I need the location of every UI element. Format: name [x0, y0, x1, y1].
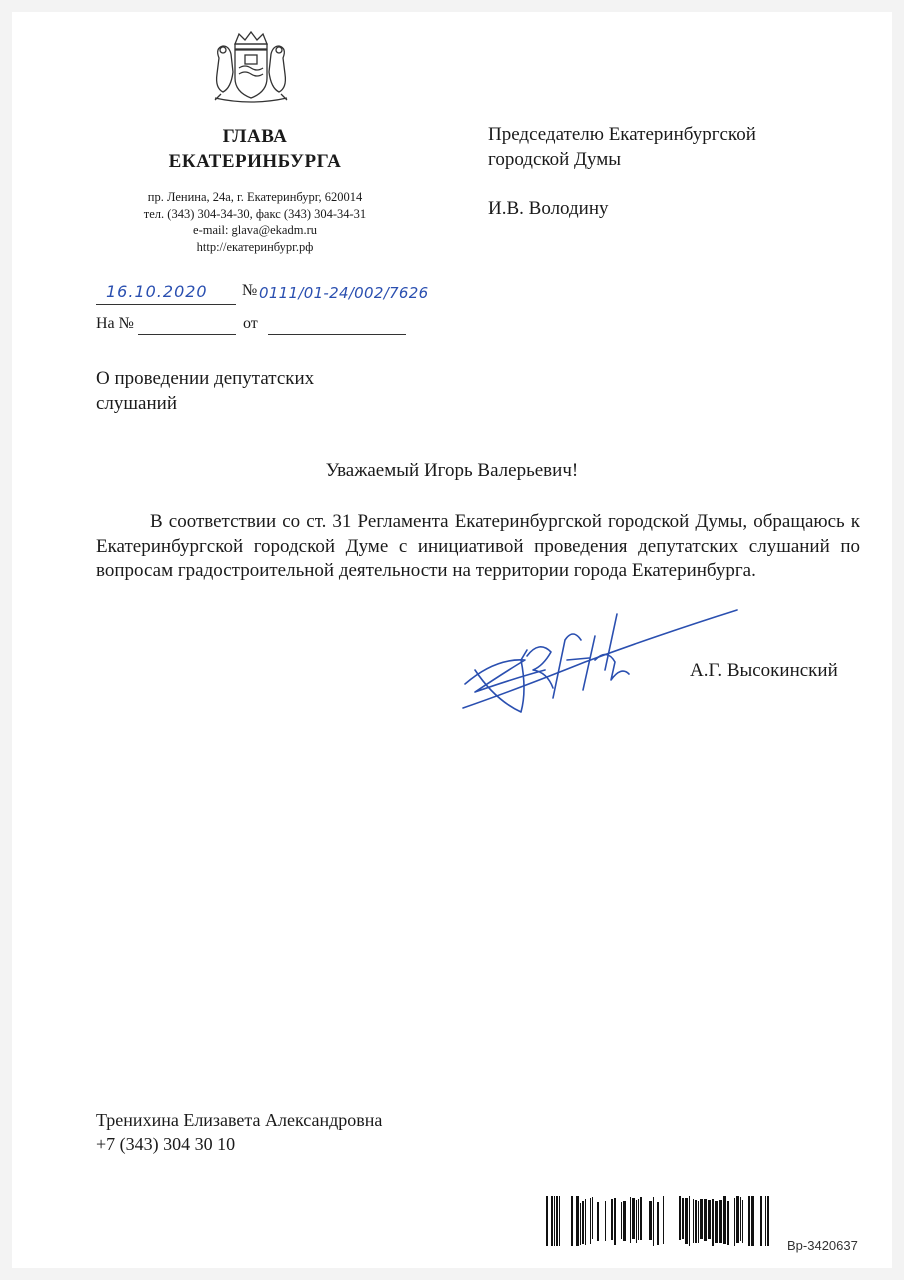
document-registration-code: Вр-3420637 [787, 1238, 858, 1253]
reply-from-label: от [243, 315, 258, 332]
sender-title-line2: ЕКАТЕРИНБУРГА [168, 151, 342, 172]
signer-name: А.Г. Высокинский [690, 660, 838, 681]
letter-subject [96, 366, 314, 416]
subject-line2: слушаний [96, 393, 177, 414]
registration-date-field [96, 280, 236, 305]
addressee-name: И.В. Володину [488, 198, 609, 219]
coat-of-arms-icon [205, 28, 297, 106]
reply-to-label: На № [96, 315, 134, 332]
executor-block [96, 1108, 382, 1156]
sender-email: e-mail: glava@ekadm.ru [193, 223, 317, 237]
reply-to-number-blank [138, 334, 236, 335]
addressee-block [488, 122, 756, 172]
registration-number-label: № [242, 282, 258, 299]
executor-name: Тренихина Елизавета Александровна [96, 1110, 383, 1130]
registration-date: 16.10.2020 [106, 282, 208, 301]
reply-from-date-blank [268, 334, 406, 335]
salutation: Уважаемый Игорь Валерьевич! [325, 460, 579, 481]
sender-address: пр. Ленина, 24а, г. Екатеринбург, 620014 [147, 190, 363, 204]
sender-contacts [90, 189, 420, 255]
registration-number: 0111/01-24/002/7626 [259, 284, 429, 302]
executor-phone: +7 (343) 304 30 10 [96, 1134, 236, 1154]
addressee-line2: городской Думы [488, 149, 622, 170]
sender-website: http://екатеринбург.рф [196, 239, 314, 254]
subject-line1: О проведении депутатских [96, 368, 315, 389]
sender-title-line1: ГЛАВА [222, 126, 288, 147]
addressee-line1: Председателю Екатеринбургской [488, 124, 756, 145]
sender-phone: тел. (343) 304-34-30, факс (343) 304-34-31 [143, 206, 367, 221]
letter-body: В соответствии со ст. 31 Регламента Екатеринбургской городской Думы, обращаюсь к Екатеринбургской городской Думе с инициативой проведения депутатских слушаний по вопросам градостроительной деятельности на территории города Екатеринбурга. [96, 511, 860, 581]
sender-title [120, 124, 390, 174]
barcode-icon [546, 1196, 778, 1246]
